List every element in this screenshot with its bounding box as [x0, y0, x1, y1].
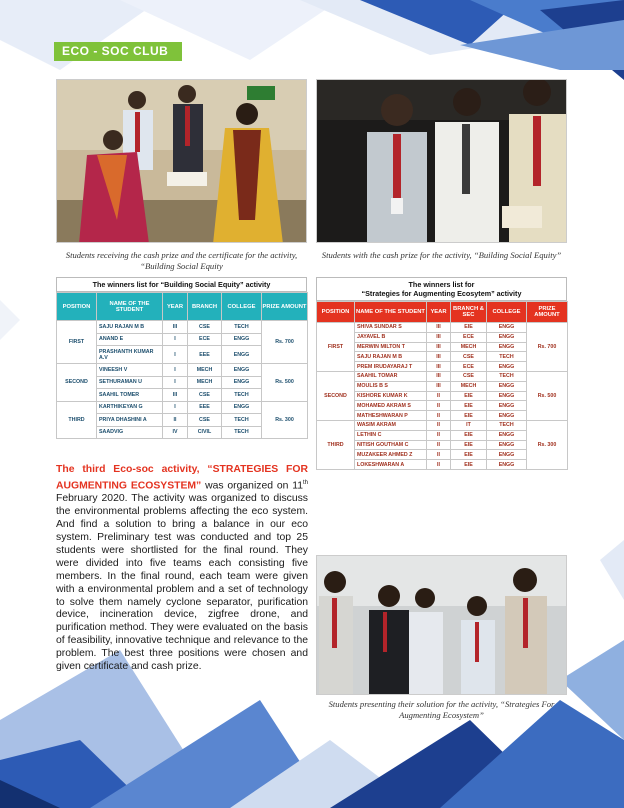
college-cell: ENGG [487, 450, 527, 460]
table2-header: YEAR [427, 302, 451, 323]
table2-header: NAME OF THE STUDENT [355, 302, 427, 323]
photo2-caption: Students with the cash prize for the activity, “Building Social Equity” [321, 250, 562, 260]
year-cell: I [163, 364, 188, 377]
branch-cell: EIE [451, 440, 487, 450]
college-cell: ENGG [487, 391, 527, 401]
winners-table-building-social-equity [56, 277, 307, 439]
name-cell: SAADVIG [97, 426, 163, 439]
position-cell: FIRST [317, 323, 355, 372]
college-cell: ENGG [222, 346, 262, 364]
year-cell: II [427, 440, 451, 450]
name-cell: SAAHIL TOMER [97, 389, 163, 402]
branch-cell: MECH [451, 342, 487, 352]
name-cell: WASIM AKRAM [355, 420, 427, 430]
branch-cell: EIE [451, 391, 487, 401]
college-cell: ENGG [487, 411, 527, 421]
prize-cell: Rs. 300 [527, 420, 568, 469]
year-cell: I [163, 346, 188, 364]
table-row [57, 321, 308, 334]
college-cell: ENGG [487, 381, 527, 391]
year-cell: II [427, 391, 451, 401]
college-cell: ENGG [487, 342, 527, 352]
name-cell: MUZAKEER AHMED Z [355, 450, 427, 460]
name-cell: KISHORE KUMAR K [355, 391, 427, 401]
photo-prize-ceremony [56, 79, 307, 243]
year-cell: III [427, 371, 451, 381]
name-cell: VINEESH V [97, 364, 163, 377]
branch-cell: EEE [188, 346, 222, 364]
year-cell: I [163, 401, 188, 414]
branch-cell: MECH [451, 381, 487, 391]
year-cell: II [163, 414, 188, 427]
year-cell: II [427, 401, 451, 411]
article-body: February 2020. The activity was organized to discuss the environmental problems affecting the eco system. And find a solution to bring a balance in our eco system. Preliminary test was conducted and top 25 students were shortlisted for the final round. They were divided into five teams each consisting five members. In the final round, each team were given with a environmental problem and a set of technology to solve them namely cyclone separator, purification device, incineration device, zigfree drone, and purification method. They were evaluated on the basis of feasibility, innovative technique and relevance to the problem. The best three positions were chosen and given certificate and cash prize. [56, 493, 308, 673]
name-cell: SAAHIL TOMAR [355, 371, 427, 381]
branch-cell: MECH [188, 376, 222, 389]
college-cell: TECH [222, 389, 262, 402]
table2-title-line1: The winners list for [408, 280, 475, 289]
branch-cell: ECE [451, 332, 487, 342]
winners-table-strategies-ecosystem [316, 277, 567, 470]
year-cell: III [163, 321, 188, 334]
name-cell: MOULIS B S [355, 381, 427, 391]
table2-title [316, 277, 567, 301]
year-cell: II [427, 411, 451, 421]
college-cell: TECH [487, 371, 527, 381]
branch-cell: EIE [451, 460, 487, 470]
name-cell: SAJU RAJAN M B [355, 352, 427, 362]
table1-title: The winners list for “Building Social Equity” activity [56, 277, 307, 292]
college-cell: ENGG [487, 362, 527, 372]
article-paragraph [56, 464, 308, 674]
year-cell: II [427, 420, 451, 430]
branch-cell: CIVIL [188, 426, 222, 439]
table1-header: COLLEGE [222, 293, 262, 321]
year-cell: III [163, 389, 188, 402]
college-cell: ENGG [222, 401, 262, 414]
college-cell: ENGG [487, 401, 527, 411]
table2-header: PRIZE AMOUNT [527, 302, 568, 323]
position-cell: FIRST [57, 321, 97, 364]
table-row [57, 401, 308, 414]
year-cell: II [427, 450, 451, 460]
year-cell: III [427, 332, 451, 342]
prize-cell: Rs. 300 [262, 401, 308, 439]
year-cell: III [427, 323, 451, 333]
name-cell: MOHAMED AKRAM S [355, 401, 427, 411]
prize-cell: Rs. 500 [262, 364, 308, 402]
year-cell: III [427, 342, 451, 352]
table-row [317, 323, 568, 333]
college-cell: ENGG [487, 323, 527, 333]
year-cell: III [427, 352, 451, 362]
college-cell: ENGG [487, 440, 527, 450]
branch-cell: CSE [188, 389, 222, 402]
college-cell: TECH [487, 352, 527, 362]
college-cell: TECH [487, 420, 527, 430]
year-cell: IV [163, 426, 188, 439]
photo-students-presenting [316, 555, 567, 695]
branch-cell: CSE [188, 321, 222, 334]
name-cell: JAYAVEL B [355, 332, 427, 342]
prize-cell: Rs. 500 [527, 371, 568, 420]
position-cell: SECOND [317, 371, 355, 420]
college-cell: ENGG [487, 430, 527, 440]
article-date-suffix: th [302, 479, 308, 486]
branch-cell: CSE [451, 352, 487, 362]
name-cell: PRASHANTH KUMAR A.V [97, 346, 163, 364]
college-cell: TECH [222, 426, 262, 439]
position-cell: THIRD [57, 401, 97, 439]
prize-cell: Rs. 700 [262, 321, 308, 364]
table2-title-line2: “Strategies for Augmenting Ecosytem” activity [361, 289, 522, 298]
table1-header: POSITION [57, 293, 97, 321]
table-row [317, 371, 568, 381]
college-cell: ENGG [222, 364, 262, 377]
photo3-caption: Students presenting their solution for the activity, “Strategies For Augmenting Ecosystem” [328, 699, 555, 720]
branch-cell: EIE [451, 323, 487, 333]
branch-cell: MECH [188, 364, 222, 377]
name-cell: SETHURAMAN U [97, 376, 163, 389]
prize-cell: Rs. 700 [527, 323, 568, 372]
branch-cell: EIE [451, 450, 487, 460]
branch-cell: EIE [451, 401, 487, 411]
name-cell: LOKESHWARAN A [355, 460, 427, 470]
college-cell: ENGG [487, 332, 527, 342]
table2-header: POSITION [317, 302, 355, 323]
college-cell: ENGG [487, 460, 527, 470]
position-cell: THIRD [317, 420, 355, 469]
table-row [57, 364, 308, 377]
branch-cell: EIE [451, 430, 487, 440]
branch-cell: EEE [188, 401, 222, 414]
photo-students-cash-prize [316, 79, 567, 243]
name-cell: ANAND E [97, 333, 163, 346]
name-cell: PREM IRUDAYARAJ T [355, 362, 427, 372]
table1-header: PRIZE AMOUNT [262, 293, 308, 321]
year-cell: II [427, 430, 451, 440]
college-cell: ENGG [222, 333, 262, 346]
table1-header: NAME OF THE STUDENT [97, 293, 163, 321]
section-tag: ECO - SOC CLUB [54, 42, 182, 61]
year-cell: III [427, 362, 451, 372]
table1-header: YEAR [163, 293, 188, 321]
table2-header: COLLEGE [487, 302, 527, 323]
name-cell: MATHESHWARAN P [355, 411, 427, 421]
table1-header: BRANCH [188, 293, 222, 321]
branch-cell: EIE [451, 411, 487, 421]
name-cell: SHIVA SUNDAR S [355, 323, 427, 333]
table2-header: BRANCH & SEC [451, 302, 487, 323]
branch-cell: ECE [188, 333, 222, 346]
name-cell: MERWIN MILTON T [355, 342, 427, 352]
photo1-caption: Students receiving the cash prize and the certificate for the activity, “Building Social Equity [65, 250, 298, 271]
year-cell: III [427, 381, 451, 391]
branch-cell: CSE [451, 371, 487, 381]
name-cell: LETHIN C [355, 430, 427, 440]
year-cell: I [163, 333, 188, 346]
college-cell: TECH [222, 321, 262, 334]
position-cell: SECOND [57, 364, 97, 402]
college-cell: TECH [222, 414, 262, 427]
year-cell: I [163, 376, 188, 389]
article-date: was organized on 11 [201, 480, 303, 492]
name-cell: NITISH GOUTHAM C [355, 440, 427, 450]
name-cell: PRIYA DHASHINI A [97, 414, 163, 427]
year-cell: II [427, 460, 451, 470]
table-row [317, 420, 568, 430]
name-cell: KARTHIKEYAN G [97, 401, 163, 414]
branch-cell: ECE [451, 362, 487, 372]
branch-cell: CSE [188, 414, 222, 427]
college-cell: ENGG [222, 376, 262, 389]
article-heading: The third Eco-soc activity, “STRATEGIES FOR AUGMENTING ECOSYSTEM” [56, 464, 308, 492]
name-cell: SAJU RAJAN M B [97, 321, 163, 334]
branch-cell: IT [451, 420, 487, 430]
